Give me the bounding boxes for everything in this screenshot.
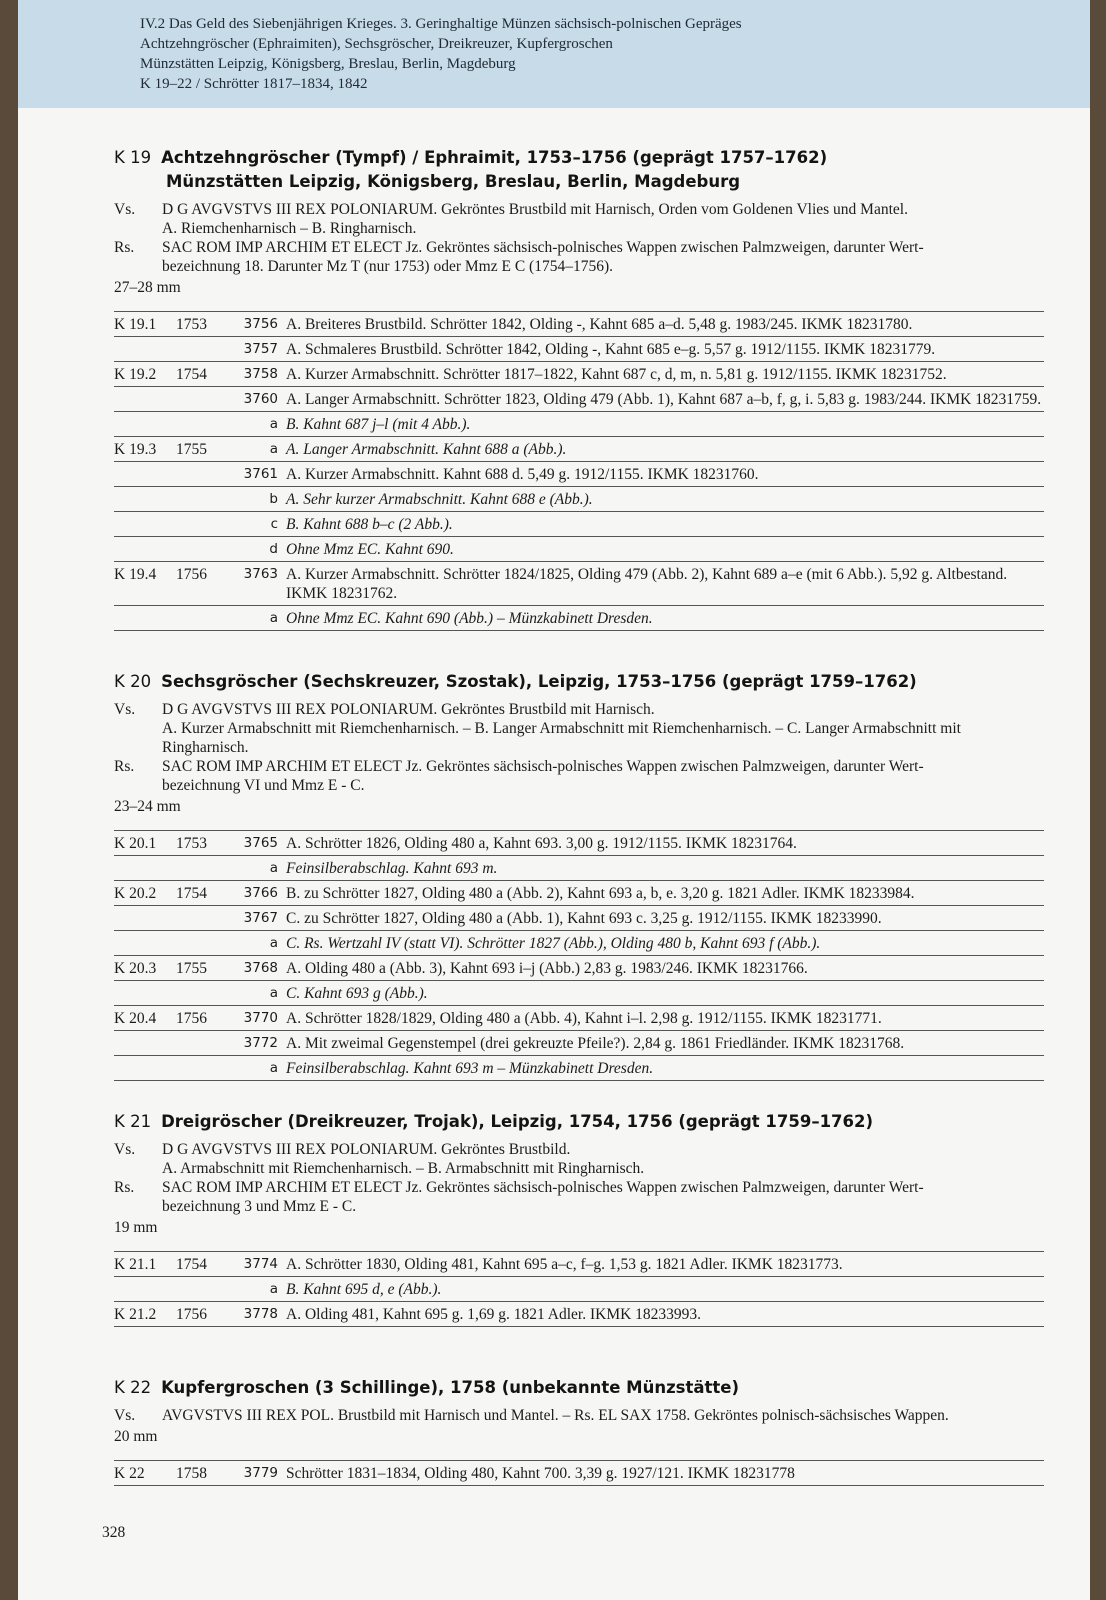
inventory-number: 3774 bbox=[243, 1256, 278, 1272]
variant-id bbox=[114, 859, 176, 878]
inventory-number: 3756 bbox=[243, 316, 278, 332]
inventory-number: a bbox=[269, 935, 278, 951]
variant-description: A. Schrötter 1830, Olding 481, Kahnt 695 a–c, f–g. 1,53 g. 1821 Adler. IKMK 18231773. bbox=[286, 1256, 843, 1273]
variant-id bbox=[114, 1059, 176, 1078]
table-row bbox=[114, 956, 1044, 981]
variant-year bbox=[176, 859, 236, 878]
entry-heading: Kupfergroschen (3 Schillinge), 1758 (unbekannte Münzstätte) bbox=[161, 1378, 740, 1397]
inventory-number: 3768 bbox=[243, 960, 278, 976]
inventory-number: 3770 bbox=[243, 1010, 278, 1026]
table-row bbox=[114, 412, 1044, 437]
variant-id bbox=[114, 540, 176, 559]
variant-description: A. Kurzer Armabschnitt. Schrötter 1817–1822, Kahnt 687 c, d, m, n. 5,81 g. 1912/1155. IKMK 18231752. bbox=[286, 366, 947, 383]
variant-year: 1753 bbox=[176, 316, 207, 333]
inventory-number: 3772 bbox=[243, 1035, 278, 1051]
entry-heading: Achtzehngröscher (Tympf) / Ephraimit, 1753–1756 (geprägt 1757–1762) bbox=[161, 148, 828, 167]
reverse-text: SAC ROM IMP ARCHIM ET ELECT Jz. Gekröntes sächsisch-polnisches Wappen zwischen Palmzweigen, darunter Wert- bbox=[162, 758, 924, 775]
entry-title bbox=[114, 670, 1044, 694]
variant-year bbox=[176, 984, 236, 1003]
table-row bbox=[114, 606, 1044, 631]
table-row bbox=[114, 1277, 1044, 1302]
variant-id bbox=[114, 515, 176, 534]
variant-year bbox=[176, 934, 236, 953]
variant-id: K 21.1 bbox=[114, 1256, 157, 1273]
table-row bbox=[114, 856, 1044, 881]
reverse-label: Rs. bbox=[114, 239, 135, 256]
variant-id bbox=[114, 490, 176, 509]
inventory-number: 3760 bbox=[243, 391, 278, 407]
variant-id: K 20.3 bbox=[114, 960, 157, 977]
variant-description: A. Olding 481, Kahnt 695 g. 1,69 g. 1821 Adler. IKMK 18233993. bbox=[286, 1306, 702, 1323]
variant-year: 1756 bbox=[176, 566, 207, 583]
table-row bbox=[114, 881, 1044, 906]
catalog-entry-k21 bbox=[114, 1110, 1044, 1327]
variant-year: 1755 bbox=[176, 441, 207, 458]
variant-id: K 19.3 bbox=[114, 441, 157, 458]
obverse-variants: A. Kurzer Armabschnitt mit Riemchenharnisch. – B. Langer Armabschnitt mit Riemchenharnisch. – C. Langer Armabschnitt mit Ringharnisch. bbox=[162, 720, 961, 756]
variant-description: A. Sehr kurzer Armabschnitt. Kahnt 688 e (Abb.). bbox=[286, 491, 593, 508]
table-row bbox=[114, 1056, 1044, 1081]
inventory-number: 3779 bbox=[243, 1465, 278, 1481]
header-line: Achtzehngröscher (Ephraimiten), Sechsgröscher, Dreikreuzer, Kupfergroschen bbox=[140, 36, 613, 52]
entry-description bbox=[114, 700, 1044, 795]
inventory-number: b bbox=[269, 491, 278, 507]
table-row bbox=[114, 1302, 1044, 1327]
variant-description: Ohne Mmz EC. Kahnt 690. bbox=[286, 541, 454, 558]
variant-description: A. Schmaleres Brustbild. Schrötter 1842, Olding -, Kahnt 685 e–g. 5,57 g. 1912/1155. IKMK 18231779. bbox=[286, 341, 936, 358]
entry-title bbox=[114, 1376, 1044, 1400]
variant-id: K 19.2 bbox=[114, 366, 157, 383]
variant-year: 1754 bbox=[176, 885, 207, 902]
table-row bbox=[114, 512, 1044, 537]
variant-description: A. Kurzer Armabschnitt. Kahnt 688 d. 5,49 g. 1912/1155. IKMK 18231760. bbox=[286, 466, 759, 483]
inventory-number: 3767 bbox=[243, 910, 278, 926]
coin-diameter: 20 mm bbox=[114, 1428, 158, 1445]
variant-id bbox=[114, 909, 176, 928]
variant-description: A. Kurzer Armabschnitt. Schrötter 1824/1825, Olding 479 (Abb. 2), Kahnt 689 a–e (mit 6 Abb.). 5,92 g. Altbestand. IKMK 18231762. bbox=[286, 566, 1008, 602]
variant-id bbox=[114, 465, 176, 484]
entry-code: K 21 bbox=[114, 1112, 152, 1131]
reverse-text: SAC ROM IMP ARCHIM ET ELECT Jz. Gekröntes sächsisch-polnisches Wappen zwischen Palmzweigen, darunter Wert- bbox=[162, 1179, 924, 1196]
entry-heading: Dreigröscher (Dreikreuzer, Trojak), Leipzig, 1754, 1756 (geprägt 1759–1762) bbox=[161, 1112, 874, 1131]
variant-description: C. Kahnt 693 g (Abb.). bbox=[286, 985, 428, 1002]
entry-code: K 19 bbox=[114, 148, 152, 167]
obverse-text: D G AVGVSTVS III REX POLONIARUM. Gekröntes Brustbild mit Harnisch. bbox=[162, 701, 655, 718]
variant-year bbox=[176, 415, 236, 434]
obverse-label: Vs. bbox=[114, 1407, 136, 1424]
variant-description: B. Kahnt 687 j–l (mit 4 Abb.). bbox=[286, 416, 471, 433]
variant-id bbox=[114, 609, 176, 628]
variant-year: 1753 bbox=[176, 835, 207, 852]
inventory-number: 3761 bbox=[243, 466, 278, 482]
variant-year: 1758 bbox=[176, 1465, 207, 1482]
obverse-label: Vs. bbox=[114, 701, 136, 718]
inventory-number: 3778 bbox=[243, 1306, 278, 1322]
variant-description: C. zu Schrötter 1827, Olding 480 a (Abb. 1), Kahnt 693 c. 3,25 g. 1912/1155. IKMK 18233990. bbox=[286, 910, 882, 927]
variant-year bbox=[176, 490, 236, 509]
header-line: IV.2 Das Geld des Siebenjährigen Krieges. 3. Geringhaltige Münzen sächsisch-polnischen Gepräges bbox=[140, 16, 742, 32]
variant-table bbox=[114, 1460, 1044, 1486]
variant-description: A. Breiteres Brustbild. Schrötter 1842, Olding -, Kahnt 685 a–d. 5,48 g. 1983/245. IKMK 18231780. bbox=[286, 316, 913, 333]
variant-description: A. Mit zweimal Gegenstempel (drei gekreuzte Pfeile?). 2,84 g. 1861 Friedländer. IKMK 18231768. bbox=[286, 1035, 905, 1052]
table-row bbox=[114, 537, 1044, 562]
coin-diameter: 23–24 mm bbox=[114, 798, 181, 815]
variant-table bbox=[114, 1251, 1044, 1327]
reverse-continued: bezeichnung VI und Mmz E - C. bbox=[162, 777, 365, 794]
variant-id: K 19.1 bbox=[114, 316, 157, 333]
variant-year bbox=[176, 1280, 236, 1299]
variant-id bbox=[114, 1280, 176, 1299]
reverse-text: SAC ROM IMP ARCHIM ET ELECT Jz. Gekröntes sächsisch-polnisches Wappen zwischen Palmzweigen, darunter Wert- bbox=[162, 239, 924, 256]
table-row bbox=[114, 981, 1044, 1006]
variant-table bbox=[114, 830, 1044, 1081]
variant-description: A. Schrötter 1828/1829, Olding 480 a (Abb. 4), Kahnt i–l. 2,98 g. 1912/1155. IKMK 18231771. bbox=[286, 1010, 882, 1027]
variant-description: Ohne Mmz EC. Kahnt 690 (Abb.) – Münzkabinett Dresden. bbox=[286, 610, 653, 627]
inventory-number: a bbox=[269, 860, 278, 876]
inventory-number: a bbox=[269, 610, 278, 626]
inventory-number: 3757 bbox=[243, 341, 278, 357]
table-row bbox=[114, 931, 1044, 956]
table-row bbox=[114, 387, 1044, 412]
coin-diameter: 27–28 mm bbox=[114, 279, 181, 296]
obverse-label: Vs. bbox=[114, 201, 136, 218]
variant-id bbox=[114, 415, 176, 434]
coin-diameter: 19 mm bbox=[114, 1219, 158, 1236]
table-row bbox=[114, 462, 1044, 487]
variant-description: B. Kahnt 688 b–c (2 Abb.). bbox=[286, 516, 453, 533]
table-row bbox=[114, 312, 1044, 337]
reverse-label: Rs. bbox=[114, 1179, 135, 1196]
variant-year: 1756 bbox=[176, 1306, 207, 1323]
inventory-number: d bbox=[269, 541, 278, 557]
variant-year bbox=[176, 909, 236, 928]
table-row bbox=[114, 1461, 1044, 1486]
variant-year: 1756 bbox=[176, 1010, 207, 1027]
variant-year bbox=[176, 515, 236, 534]
header-line: K 19–22 / Schrötter 1817–1834, 1842 bbox=[140, 76, 368, 92]
variant-year bbox=[176, 1059, 236, 1078]
catalog-entry-k22 bbox=[114, 1376, 1044, 1486]
variant-id: K 19.4 bbox=[114, 566, 157, 583]
variant-id: K 20.1 bbox=[114, 835, 157, 852]
variant-id: K 21.2 bbox=[114, 1306, 157, 1323]
entry-description bbox=[114, 1140, 1044, 1216]
variant-description: A. Olding 480 a (Abb. 3), Kahnt 693 i–j (Abb.) 2,83 g. 1983/246. IKMK 18231766. bbox=[286, 960, 808, 977]
reverse-continued: bezeichnung 18. Darunter Mz T (nur 1753) oder Mmz E C (1754–1756). bbox=[162, 258, 613, 275]
catalog-entry-k19 bbox=[114, 146, 1044, 631]
variant-id: K 20.4 bbox=[114, 1010, 157, 1027]
page-number: 328 bbox=[102, 1524, 126, 1541]
variant-table bbox=[114, 311, 1044, 631]
obverse-label: Vs. bbox=[114, 1141, 136, 1158]
variant-year bbox=[176, 609, 236, 628]
inventory-number: a bbox=[269, 441, 278, 457]
variant-year bbox=[176, 1034, 236, 1053]
table-row bbox=[114, 831, 1044, 856]
variant-description: Feinsilberabschlag. Kahnt 693 m. bbox=[286, 860, 498, 877]
variant-id bbox=[114, 1034, 176, 1053]
variant-id: K 20.2 bbox=[114, 885, 157, 902]
obverse-variants: A. Armabschnitt mit Riemchenharnisch. – B. Armabschnitt mit Ringharnisch. bbox=[162, 1160, 645, 1177]
table-row bbox=[114, 1252, 1044, 1277]
variant-id bbox=[114, 984, 176, 1003]
variant-description: Feinsilberabschlag. Kahnt 693 m – Münzkabinett Dresden. bbox=[286, 1060, 654, 1077]
entry-description bbox=[114, 1406, 1044, 1425]
variant-year: 1755 bbox=[176, 960, 207, 977]
variant-year bbox=[176, 465, 236, 484]
table-row bbox=[114, 487, 1044, 512]
obverse-text: AVGVSTVS III REX POL. Brustbild mit Harnisch und Mantel. – Rs. EL SAX 1758. Gekröntes polnisch-sächsisches Wappen. bbox=[162, 1407, 949, 1424]
entry-subtitle: Münzstätten Leipzig, Königsberg, Breslau, Berlin, Magdeburg bbox=[166, 172, 741, 191]
table-row bbox=[114, 562, 1044, 606]
variant-year: 1754 bbox=[176, 366, 207, 383]
variant-description: A. Langer Armabschnitt. Kahnt 688 a (Abb.). bbox=[286, 441, 567, 458]
variant-description: A. Schrötter 1826, Olding 480 a, Kahnt 693. 3,00 g. 1912/1155. IKMK 18231764. bbox=[286, 835, 797, 852]
variant-year bbox=[176, 340, 236, 359]
catalog-entry-k20 bbox=[114, 670, 1044, 1081]
entry-title bbox=[114, 146, 1044, 194]
inventory-number: 3766 bbox=[243, 885, 278, 901]
table-row bbox=[114, 1031, 1044, 1056]
catalog-page bbox=[18, 0, 1090, 1600]
inventory-number: 3765 bbox=[243, 835, 278, 851]
variant-year bbox=[176, 390, 236, 409]
entry-description bbox=[114, 200, 1044, 276]
table-row bbox=[114, 337, 1044, 362]
variant-description: A. Langer Armabschnitt. Schrötter 1823, Olding 479 (Abb. 1), Kahnt 687 a–b, f, g, i. 5,83 g. 1983/244. IKMK 18231759. bbox=[286, 391, 1042, 408]
entry-code: K 22 bbox=[114, 1378, 152, 1397]
inventory-number: a bbox=[269, 1060, 278, 1076]
inventory-number: a bbox=[269, 985, 278, 1001]
table-row bbox=[114, 362, 1044, 387]
obverse-text: D G AVGVSTVS III REX POLONIARUM. Gekröntes Brustbild. bbox=[162, 1141, 571, 1158]
variant-id bbox=[114, 934, 176, 953]
variant-description: Schrötter 1831–1834, Olding 480, Kahnt 700. 3,39 g. 1927/121. IKMK 18231778 bbox=[286, 1465, 795, 1482]
obverse-text: D G AVGVSTVS III REX POLONIARUM. Gekröntes Brustbild mit Harnisch, Orden vom Goldenen Vlies und Mantel. bbox=[162, 201, 908, 218]
variant-year bbox=[176, 540, 236, 559]
inventory-number: a bbox=[269, 416, 278, 432]
table-row bbox=[114, 437, 1044, 462]
reverse-continued: bezeichnung 3 und Mmz E - C. bbox=[162, 1198, 357, 1215]
obverse-variants: A. Riemchenharnisch – B. Ringharnisch. bbox=[162, 220, 417, 237]
table-row bbox=[114, 906, 1044, 931]
variant-id bbox=[114, 390, 176, 409]
inventory-number: 3758 bbox=[243, 366, 278, 382]
entry-heading: Sechsgröscher (Sechskreuzer, Szostak), Leipzig, 1753–1756 (geprägt 1759–1762) bbox=[161, 672, 917, 691]
variant-year: 1754 bbox=[176, 1256, 207, 1273]
inventory-number: 3763 bbox=[243, 566, 278, 582]
variant-id: K 22 bbox=[114, 1465, 145, 1482]
header-line: Münzstätten Leipzig, Königsberg, Breslau, Berlin, Magdeburg bbox=[140, 56, 516, 72]
reverse-label: Rs. bbox=[114, 758, 135, 775]
running-header-text bbox=[140, 14, 742, 94]
inventory-number: c bbox=[270, 516, 278, 532]
inventory-number: a bbox=[269, 1281, 278, 1297]
variant-description: B. zu Schrötter 1827, Olding 480 a (Abb. 2), Kahnt 693 a, b, e. 3,20 g. 1821 Adler. IKMK 18233984. bbox=[286, 885, 915, 902]
entry-title bbox=[114, 1110, 1044, 1134]
variant-id bbox=[114, 340, 176, 359]
variant-description: B. Kahnt 695 d, e (Abb.). bbox=[286, 1281, 442, 1298]
table-row bbox=[114, 1006, 1044, 1031]
variant-description: C. Rs. Wertzahl IV (statt VI). Schrötter 1827 (Abb.), Olding 480 b, Kahnt 693 f (Abb.). bbox=[286, 935, 821, 952]
entry-code: K 20 bbox=[114, 672, 152, 691]
